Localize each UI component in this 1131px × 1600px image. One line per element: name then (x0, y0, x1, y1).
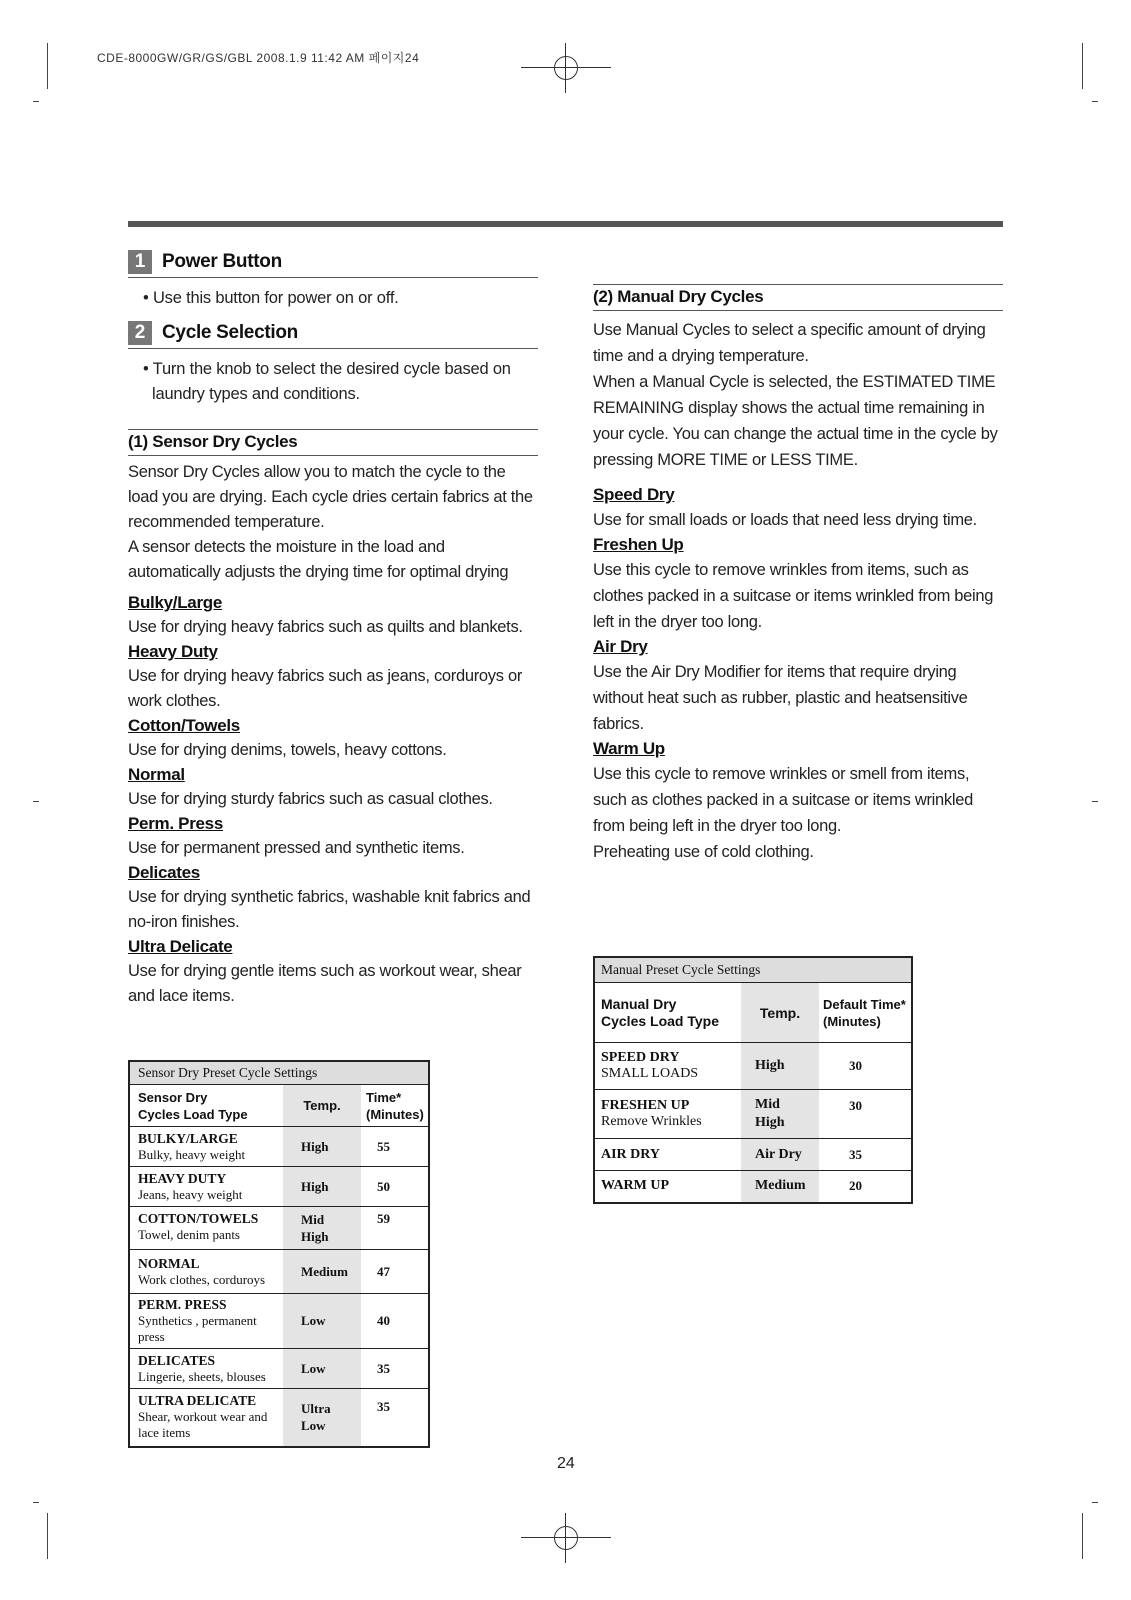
cycle-desc: Use for drying synthetic fabrics, washable knit fabrics and no-iron finishes. (128, 888, 531, 931)
crop-mark (1092, 1502, 1098, 1503)
sensor-intro-1: Sensor Dry Cycles allow you to match the cycle to the load you are drying. Each cycle dries certain fabrics at the recommended temperature. (128, 463, 533, 531)
manual-intro-2: When a Manual Cycle is selected, the ESTIMATED TIME REMAINING display shows the actual time remaining in your cycle. You can change the actual time in the cycle by pressing MORE TIME or LESS TIME. (593, 373, 998, 469)
table-header-row (594, 983, 912, 1043)
crop-mark (1092, 801, 1098, 802)
cycle-title: Freshen Up (593, 535, 684, 554)
table-caption: Manual Preset Cycle Settings (594, 957, 912, 983)
cycle-desc: Use for drying denims, towels, heavy cottons. (128, 741, 447, 759)
table-header-row (129, 1085, 429, 1127)
crop-mark (1082, 43, 1083, 89)
sensor-preset-table (128, 1060, 430, 1448)
crop-mark (1082, 1513, 1083, 1559)
row-name: WARM UP (601, 1178, 670, 1194)
print-header: CDE-8000GW/GR/GS/GBL 2008.1.9 11:42 AM 페이지24 (97, 51, 420, 65)
cycle-title: Warm Up (593, 739, 665, 758)
row-temp: High (741, 1043, 819, 1090)
row-time: 30 (819, 1043, 912, 1090)
row-sub: Shear, workout wear and lace items (138, 1409, 268, 1441)
row-temp: Mid High (741, 1090, 819, 1139)
row-sub: Jeans, heavy weight (138, 1186, 243, 1202)
crop-mark (47, 1513, 48, 1559)
row-sub: Towel, denim pants (138, 1227, 240, 1242)
header-time: Default Time* (Minutes) (819, 983, 912, 1043)
row-temp: Medium (741, 1171, 819, 1203)
row-time: 40 (361, 1294, 429, 1349)
crop-mark (33, 1502, 39, 1503)
bullet-text: • Turn the knob to select the desired cycle based on laundry types and conditions. (143, 360, 511, 403)
cycle-desc: Use for drying gentle items such as workout wear, shear and lace items. (128, 962, 522, 1005)
row-sub: Work clothes, corduroys (138, 1271, 266, 1287)
row-time: 59 (361, 1207, 429, 1250)
row-sub: Lingerie, sheets, blouses (138, 1368, 266, 1384)
registration-mark-icon (521, 43, 611, 93)
table-row (129, 1250, 429, 1294)
row-sub: Remove Wrinkles (601, 1114, 702, 1129)
cycle-desc: Use for drying heavy fabrics such as jeans, corduroys or work clothes. (128, 667, 523, 710)
bullet-content: Use this button for power on or off. (152, 289, 399, 307)
cycle-title: Cotton/Towels (128, 716, 240, 735)
cycle-title: Bulky/Large (128, 593, 223, 612)
right-column (593, 284, 1003, 865)
row-time: 20 (819, 1171, 912, 1203)
manual-intro-1: Use Manual Cycles to select a specific amount of drying time and a drying temperature. (593, 321, 986, 365)
row-name: AIR DRY (601, 1146, 661, 1162)
cycle-title: Perm. Press (128, 814, 223, 833)
row-temp: Air Dry (741, 1139, 819, 1171)
row-temp: High (283, 1167, 361, 1207)
section-number: 1 (128, 250, 152, 274)
section-title: Cycle Selection (162, 322, 298, 343)
sensor-cycle-list (128, 591, 538, 1009)
cycle-title: Ultra Delicate (128, 937, 233, 956)
row-sub: SMALL LOADS (601, 1066, 699, 1081)
cycle-title: Delicates (128, 863, 200, 882)
row-time: 35 (361, 1389, 429, 1447)
top-rule (128, 221, 1003, 227)
crop-mark (1092, 101, 1098, 102)
cycle-title: Speed Dry (593, 485, 675, 504)
page-number: 24 (557, 1455, 575, 1472)
row-temp: Low (283, 1294, 361, 1349)
row-temp: High (283, 1127, 361, 1167)
section-number: 2 (128, 321, 152, 345)
row-sub: Synthetics , permanent press (138, 1313, 257, 1344)
row-name: BULKY/LARGE (138, 1130, 238, 1146)
table-row (129, 1207, 429, 1250)
cycle-desc: Use for permanent pressed and synthetic items. (128, 839, 465, 857)
cycle-title: Heavy Duty (128, 642, 218, 661)
row-name: HEAVY DUTY (138, 1170, 227, 1186)
row-temp: Low (283, 1349, 361, 1389)
section-cycle-selection (128, 321, 538, 407)
cycle-desc: Use this cycle to remove wrinkles or smell from items, such as clothes packed in a suitcase or items wrinkled from being left in the dryer too long. Preheating use of cold clothing. (593, 765, 973, 861)
row-temp: Mid High (283, 1207, 361, 1250)
row-time: 47 (361, 1250, 429, 1294)
manual-dry-heading: (2) Manual Dry Cycles (593, 284, 1003, 311)
table-row (129, 1349, 429, 1389)
header-temp: Temp. (741, 983, 819, 1043)
row-name: COTTON/TOWELS (138, 1211, 259, 1226)
table-row (594, 1043, 912, 1090)
crop-mark (47, 43, 48, 89)
cycle-title: Normal (128, 765, 185, 784)
left-column (128, 250, 538, 1009)
manual-preset-table (593, 956, 913, 1204)
row-time: 35 (361, 1349, 429, 1389)
header-temp: Temp. (283, 1085, 361, 1127)
row-name: DELICATES (138, 1352, 216, 1368)
row-time: 55 (361, 1127, 429, 1167)
row-name: NORMAL (138, 1255, 200, 1271)
registration-mark-icon (521, 1513, 611, 1563)
header-load-type: Manual Dry Cycles Load Type (594, 983, 741, 1043)
table-row (594, 1139, 912, 1171)
cycle-title: Air Dry (593, 637, 648, 656)
bullet-text: • Use this button for power on or off. (143, 289, 399, 307)
bullet-content: Turn the knob to select the desired cycle based on laundry types and conditions. (152, 360, 511, 403)
table-row (129, 1294, 429, 1349)
row-time: 30 (819, 1090, 912, 1139)
cycle-desc: Use for small loads or loads that need less drying time. (593, 511, 977, 529)
row-name: PERM. PRESS (138, 1297, 227, 1312)
section-heading (128, 321, 538, 349)
cycle-desc: Use for drying sturdy fabrics such as casual clothes. (128, 790, 493, 808)
table-row (129, 1127, 429, 1167)
section-title: Power Button (162, 251, 282, 272)
row-time: 35 (819, 1139, 912, 1171)
row-name: ULTRA DELICATE (138, 1393, 257, 1409)
section-heading (128, 250, 538, 278)
table-row (594, 1090, 912, 1139)
cycle-desc: Use this cycle to remove wrinkles from items, such as clothes packed in a suitcase or items wrinkled from being left in the dryer too long. (593, 561, 994, 631)
section-power-button (128, 250, 538, 311)
sensor-intro-2: A sensor detects the moisture in the load and automatically adjusts the drying time for optimal drying (128, 538, 509, 581)
crop-mark (33, 101, 39, 102)
table-row (594, 1171, 912, 1203)
table-row (129, 1389, 429, 1447)
row-sub: Bulky, heavy weight (138, 1146, 246, 1162)
cycle-desc: Use for drying heavy fabrics such as quilts and blankets. (128, 618, 523, 636)
row-time: 50 (361, 1167, 429, 1207)
header-time: Time* (Minutes) (361, 1085, 429, 1127)
row-temp: Medium (283, 1250, 361, 1294)
row-name: SPEED DRY (601, 1050, 680, 1065)
header-load-type: Sensor Dry Cycles Load Type (129, 1085, 283, 1127)
table-caption: Sensor Dry Preset Cycle Settings (129, 1061, 429, 1085)
sensor-dry-heading: (1) Sensor Dry Cycles (128, 429, 538, 456)
cycle-desc: Use the Air Dry Modifier for items that require drying without heat such as rubber, plastic and heatsensitive fabrics. (593, 663, 968, 733)
manual-cycle-list (593, 483, 1003, 865)
table-row (129, 1167, 429, 1207)
crop-mark (33, 801, 39, 802)
row-temp: Ultra Low (283, 1389, 361, 1447)
row-name: FRESHEN UP (601, 1098, 690, 1113)
